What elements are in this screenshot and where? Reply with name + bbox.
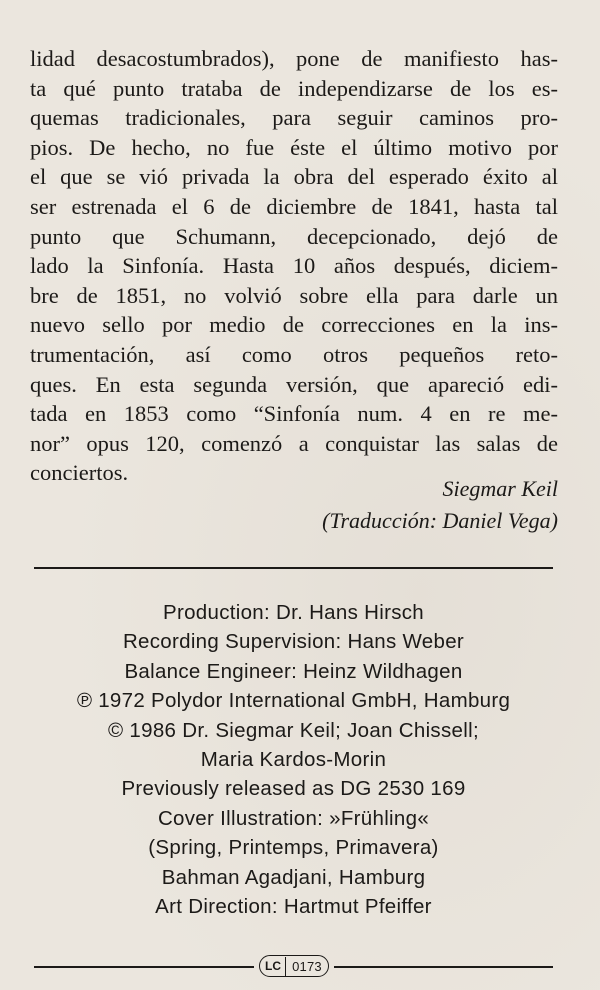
divider-rule (34, 567, 553, 569)
article-line: lidad desacostumbrados), pone de manifiesto has- (30, 46, 558, 71)
credit-line: (Spring, Printemps, Primavera) (148, 836, 439, 860)
article-text (30, 44, 558, 488)
article-line: trumentación, así como otros pequeños reto- (30, 341, 558, 367)
article-line: punto que Schumann, decepcionado, dejó de (30, 223, 558, 249)
credit-line: Cover Illustration: »Frühling« (157, 806, 430, 830)
credit-line: Previously released as DG 2530 169 (121, 777, 466, 801)
translator-credit: (Traducción: Daniel Vega) (322, 508, 558, 533)
credit-line: Production: Dr. Hans Hirsch (162, 601, 425, 624)
footer-rule-right (334, 966, 553, 968)
credit-line: ℗ 1972 Polydor International GmbH, Hamburg (76, 689, 511, 713)
article-line: ser estrenada el 6 de diciembre de 1841, hasta tal (30, 193, 558, 219)
article-line: nor” opus 120, comenzó a conquistar las salas de (30, 430, 558, 456)
credit-line: Recording Supervision: Hans Weber (122, 630, 465, 654)
label-code-badge (259, 955, 329, 977)
article-line: ta qué punto trataba de independizarse de los es- (30, 75, 558, 101)
article-line: bre de 1851, no volvió sobre ella para darle un (30, 282, 558, 308)
article-line: ques. En esta segunda versión, que apareció edi- (30, 371, 558, 397)
article-line: quemas tradicionales, para seguir caminos pro- (30, 105, 558, 131)
author-signature: Siegmar Keil (442, 476, 558, 501)
article-line: el que se vió privada la obra del esperado éxito al (30, 164, 558, 190)
article-line: pios. De hecho, no fue éste el último motivo por (30, 134, 558, 160)
credit-line: Bahman Agadjani, Hamburg (161, 865, 426, 889)
credit-line: Maria Kardos-Morin (200, 747, 387, 771)
credit-line: © 1986 Dr. Siegmar Keil; Joan Chissell; (108, 718, 479, 742)
footer-rule-left (34, 966, 254, 968)
label-code-logo: LC (261, 957, 286, 976)
production-credits (34, 598, 553, 921)
credit-line: Art Direction: Hartmut Pfeiffer (155, 894, 432, 918)
article-line: conciertos. (30, 460, 129, 486)
article-line: nuevo sello por medio de correcciones en la ins- (30, 312, 558, 338)
label-code-number: 0173 (292, 958, 322, 974)
article-line: tada en 1853 como “Sinfonía num. 4 en re me- (30, 401, 558, 427)
article-line: lado la Sinfonía. Hasta 10 años después, diciem- (30, 253, 558, 279)
credit-line: Balance Engineer: Heinz Wildhagen (124, 659, 463, 683)
